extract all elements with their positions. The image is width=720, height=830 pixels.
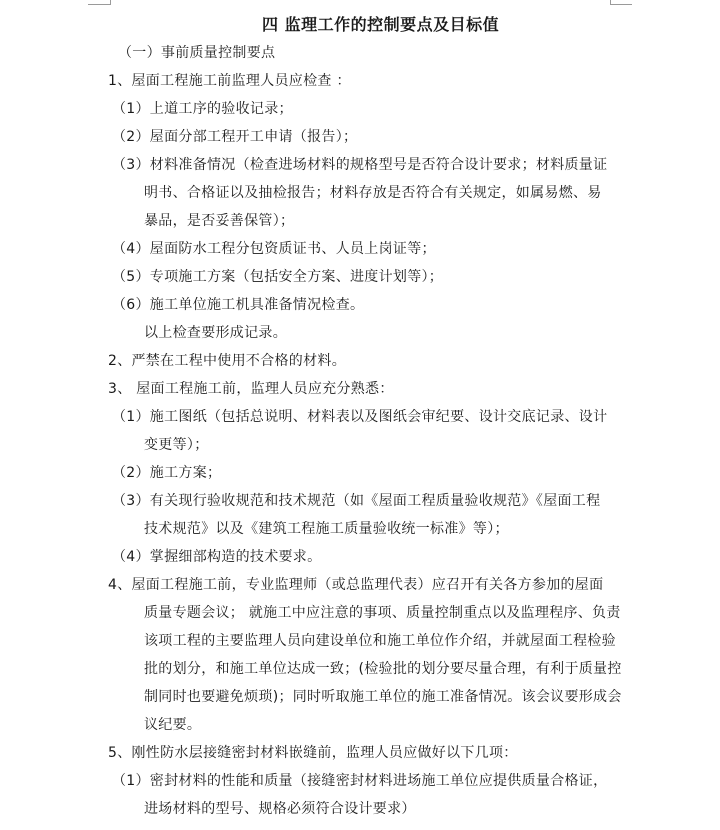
paragraph-line: 1、屋面工程施工前监理人员应检查 ：	[108, 73, 351, 89]
paragraph-line: （1）施工图纸（包括总说明、材料表以及图纸会审纪要、设计交底记录、设计	[112, 409, 608, 425]
paragraph-line: 进场材料的型号、规格必须符合设计要求）	[144, 801, 416, 817]
paragraph-line: 议纪要。	[144, 717, 202, 733]
paragraph-line: 技术规范》以及《建筑工程施工质量验收统一标准》等）；	[144, 521, 509, 537]
paragraph-line: （2）屋面分部工程开工申请（报告）；	[112, 129, 358, 145]
paragraph-line: 质量专题会议； 就施工中应注意的事项、质量控制重点以及监理程序、负责	[144, 605, 621, 621]
paragraph-line: 2、严禁在工程中使用不合格的材料。	[108, 353, 347, 369]
crop-mark-top-right-vertical	[610, 0, 611, 5]
crop-mark-top-left	[88, 4, 110, 5]
paragraph-line: （3）有关现行验收规范和技术规范（如《屋面工程质量验收规范》《屋面工程	[112, 493, 601, 509]
paragraph-line: （3）材料准备情况（检查进场材料的规格型号是否符合设计要求；材料质量证	[112, 157, 608, 173]
paragraph-line: 变更等）；	[144, 437, 209, 453]
document-title: 四 监理工作的控制要点及目标值	[262, 15, 500, 34]
paragraph-line: 明书、合格证以及抽检报告；材料存放是否符合有关规定，如属易燃、易	[144, 185, 602, 201]
paragraph-line: （1）密封材料的性能和质量（接缝密封材料进场施工单位应提供质量合格证，	[112, 773, 608, 789]
paragraph-line: 该项工程的主要监理人员向建设单位和施工单位作介绍，并就屋面工程检验	[144, 633, 616, 649]
paragraph-line: （2）施工方案；	[112, 465, 222, 481]
paragraph-line: （5）专项施工方案（包括安全方案、进度计划等）；	[112, 269, 444, 285]
crop-mark-top-right	[610, 4, 632, 5]
paragraph-line: 批的划分，和施工单位达成一致；(检验批的划分要尽量合理，有利于质量控	[144, 661, 622, 677]
paragraph-line: 以上检查要形成记录。	[144, 325, 287, 341]
paragraph-line: （4）屋面防水工程分包资质证书、人员上岗证等；	[112, 241, 436, 257]
paragraph-line: 3、 屋面工程施工前，监理人员应充分熟悉：	[108, 381, 394, 397]
paragraph-line: （1）上道工序的验收记录；	[112, 101, 293, 117]
paragraph-line: 5、刚性防水层接缝密封材料嵌缝前，监理人员应做好以下几项：	[108, 745, 518, 761]
crop-mark-top-left-vertical	[110, 0, 111, 5]
paragraph-line: 4、屋面工程施工前，专业监理师（或总监理代表）应召开有关各方参加的屋面	[108, 577, 604, 593]
paragraph-line: （4）掌握细部构造的技术要求。	[112, 549, 322, 565]
section-heading: （一）事前质量控制要点	[118, 45, 276, 61]
paragraph-line: （6）施工单位施工机具准备情况检查。	[112, 297, 365, 313]
paragraph-line: 暴品，是否妥善保管）；	[144, 213, 295, 229]
paragraph-line: 制同时也要避免烦琐)；同时听取施工单位的施工准备情况。该会议要形成会	[144, 689, 622, 705]
